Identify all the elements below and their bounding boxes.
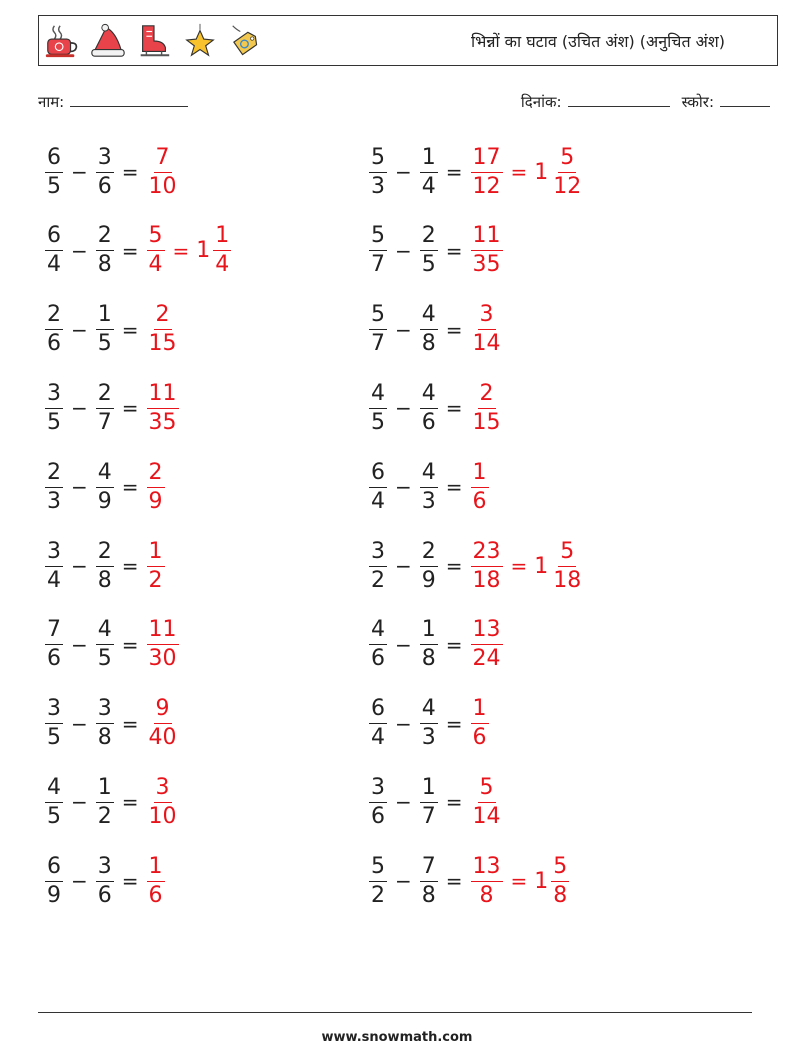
equals-sign: =: [121, 317, 139, 342]
denominator: 8: [421, 646, 436, 672]
equals-sign-answer: =: [510, 160, 528, 184]
problem-item: [366, 140, 586, 204]
numerator: 13: [471, 856, 503, 882]
denominator: 5: [421, 252, 436, 278]
numerator: 3: [96, 856, 114, 882]
denominator: 7: [371, 331, 385, 357]
answer-fraction: [471, 459, 489, 514]
score-label: स्कोर:: [681, 93, 714, 111]
problem-item: [42, 376, 182, 440]
mixed-whole: 1: [196, 238, 211, 264]
mixed-fraction: [551, 144, 583, 199]
denominator: 8: [97, 567, 112, 593]
equals-sign: =: [121, 632, 139, 657]
problem-item: [366, 692, 492, 756]
answer-fraction: [471, 380, 503, 435]
numerator: 4: [96, 462, 114, 488]
fraction-a: [45, 774, 63, 829]
numerator: 1: [96, 777, 114, 803]
page-title: भिन्नों का घटाव (उचित अंश) (अनुचित अंश): [470, 32, 725, 51]
mixed-fraction: [551, 538, 583, 593]
fraction-a: [45, 144, 63, 199]
numerator: 3: [96, 147, 114, 173]
minus-sign: −: [71, 554, 88, 578]
answer-fraction: [147, 225, 165, 276]
equals-sign-answer: =: [510, 869, 528, 894]
denominator: 12: [472, 173, 501, 199]
numerator: 5: [369, 856, 387, 882]
minus-sign: −: [395, 554, 412, 578]
name-blank[interactable]: [70, 94, 188, 107]
fraction-a: [369, 619, 387, 670]
answer-fraction: [147, 380, 179, 435]
problem-item: [42, 534, 168, 598]
denominator: 12: [553, 173, 582, 199]
denominator: 15: [472, 409, 501, 435]
fraction-a: [45, 225, 63, 276]
numerator: 1: [147, 541, 165, 567]
numerator: 5: [369, 304, 387, 330]
problem-item: [42, 298, 182, 362]
date-score-field: [521, 92, 770, 112]
fraction-b: [96, 225, 114, 276]
denominator: 6: [47, 646, 61, 672]
numerator: 6: [45, 225, 63, 251]
minus-sign: −: [395, 317, 412, 342]
numerator: 23: [471, 541, 503, 567]
numerator: 5: [369, 225, 387, 251]
fraction-b: [96, 619, 114, 670]
answer-fraction: [471, 774, 503, 829]
numerator: 2: [420, 225, 438, 251]
denominator: 15: [148, 331, 177, 357]
denominator: 4: [47, 567, 61, 593]
answer-fraction: [471, 853, 503, 908]
denominator: 8: [421, 882, 436, 908]
numerator: 4: [96, 619, 114, 645]
answer-fraction: [471, 144, 503, 199]
fraction-a: [369, 538, 387, 593]
denominator: 35: [148, 409, 177, 435]
answer-fraction: [471, 538, 503, 593]
fraction-a: [45, 304, 63, 355]
answer-fraction: [147, 538, 165, 593]
denominator: 14: [472, 331, 501, 357]
denominator: 5: [97, 331, 112, 357]
equals-sign: =: [121, 790, 139, 815]
minus-sign: −: [71, 632, 88, 657]
fraction-a: [45, 853, 63, 908]
numerator: 4: [369, 619, 387, 645]
minus-sign: −: [71, 869, 88, 894]
numerator: 3: [154, 777, 172, 803]
equals-sign-answer: =: [172, 238, 190, 263]
answer-fraction: [147, 459, 165, 514]
denominator: 3: [47, 488, 61, 514]
equals-sign-answer: =: [510, 554, 528, 578]
denominator: 8: [97, 252, 112, 278]
denominator: 7: [421, 803, 436, 829]
numerator: 2: [45, 304, 63, 330]
equals-sign: =: [121, 160, 139, 184]
equals-sign: =: [121, 238, 139, 263]
answer-fraction: [471, 225, 503, 276]
fraction-b: [420, 774, 438, 829]
fraction-b: [420, 380, 438, 435]
answer-fraction: [147, 853, 165, 908]
fraction-b: [420, 538, 438, 593]
equals-sign: =: [445, 554, 463, 578]
denominator: 9: [421, 567, 436, 593]
date-label: दिनांक:: [520, 93, 562, 111]
equals-sign: =: [445, 711, 463, 736]
denominator: 5: [47, 409, 61, 435]
denominator: 8: [553, 882, 568, 908]
denominator: 9: [97, 488, 112, 514]
numerator: 2: [96, 383, 114, 409]
denominator: 6: [371, 803, 385, 829]
numerator: 5: [147, 225, 165, 251]
numerator: 2: [420, 541, 438, 567]
numerator: 1: [471, 698, 489, 724]
minus-sign: −: [71, 475, 88, 500]
numerator: 2: [45, 462, 63, 488]
numerator: 5: [551, 856, 569, 882]
numerator: 1: [420, 777, 438, 803]
denominator: 6: [472, 488, 487, 514]
fraction-a: [45, 698, 63, 749]
numerator: 11: [147, 383, 179, 409]
numerator: 5: [369, 147, 387, 173]
fraction-a: [369, 698, 387, 749]
numerator: 2: [154, 304, 172, 330]
mixed-number-answer: [532, 853, 572, 908]
minus-sign: −: [71, 160, 88, 184]
numerator: 2: [96, 541, 114, 567]
denominator: 6: [421, 409, 436, 435]
minus-sign: −: [395, 632, 412, 657]
denominator: 4: [421, 173, 436, 199]
ice-skate-icon: [135, 22, 173, 60]
numerator: 11: [471, 225, 503, 251]
denominator: 5: [47, 803, 61, 829]
numerator: 1: [471, 462, 489, 488]
equals-sign: =: [445, 869, 463, 894]
numerator: 4: [369, 383, 387, 409]
denominator: 6: [148, 882, 163, 908]
denominator: 24: [472, 646, 501, 672]
problem-item: [42, 613, 182, 677]
denominator: 5: [371, 409, 385, 435]
fraction-a: [369, 380, 387, 435]
denominator: 35: [472, 252, 501, 278]
denominator: 6: [97, 173, 112, 199]
equals-sign: =: [445, 317, 463, 342]
denominator: 30: [148, 646, 177, 672]
equals-sign: =: [445, 160, 463, 184]
problem-item: [366, 534, 586, 598]
numerator: 1: [420, 619, 438, 645]
fraction-b: [420, 459, 438, 514]
minus-sign: −: [395, 869, 412, 894]
problem-item: [366, 219, 506, 283]
equals-sign: =: [445, 475, 463, 500]
date-blank[interactable]: [568, 94, 670, 107]
problem-item: [42, 849, 168, 913]
numerator: 5: [558, 541, 576, 567]
footer-url[interactable]: www.snowmath.com: [321, 1030, 473, 1045]
mixed-number-answer: [532, 144, 586, 199]
fraction-b: [420, 225, 438, 276]
mixed-fraction: [213, 225, 231, 276]
fraction-b: [420, 304, 438, 355]
problem-item: [42, 219, 234, 283]
mixed-whole: 1: [534, 868, 549, 894]
mixed-whole: 1: [534, 159, 549, 185]
numerator: 3: [45, 698, 63, 724]
fraction-a: [369, 774, 387, 829]
numerator: 5: [558, 147, 576, 173]
problem-item: [42, 140, 182, 204]
denominator: 6: [371, 646, 385, 672]
numerator: 5: [478, 777, 496, 803]
numerator: 9: [154, 698, 172, 724]
answer-fraction: [147, 698, 179, 749]
answer-fraction: [147, 774, 179, 829]
mixed-fraction: [551, 853, 569, 908]
fraction-b: [420, 144, 438, 199]
star-icon: [181, 22, 219, 60]
denominator: 8: [97, 725, 112, 751]
denominator: 7: [97, 409, 112, 435]
denominator: 4: [148, 252, 163, 278]
mixed-number-answer: [194, 225, 234, 276]
denominator: 5: [97, 646, 112, 672]
gift-tag-icon: [227, 22, 265, 60]
denominator: 3: [421, 725, 436, 751]
teacup-icon: [43, 22, 81, 60]
denominator: 2: [371, 882, 385, 908]
equals-sign: =: [445, 790, 463, 815]
numerator: 2: [96, 225, 114, 251]
minus-sign: −: [71, 790, 88, 815]
denominator: 6: [97, 882, 112, 908]
fraction-b: [96, 380, 114, 435]
name-label: नाम:: [38, 93, 65, 111]
numerator: 4: [45, 777, 63, 803]
fraction-a: [369, 225, 387, 276]
fraction-b: [96, 459, 114, 514]
answer-fraction: [471, 304, 503, 355]
numerator: 3: [45, 383, 63, 409]
numerator: 13: [471, 619, 503, 645]
denominator: 18: [472, 567, 501, 593]
denominator: 5: [47, 173, 61, 199]
numerator: 3: [478, 304, 496, 330]
score-blank[interactable]: [720, 94, 770, 107]
denominator: 3: [421, 488, 436, 514]
numerator: 2: [147, 462, 165, 488]
denominator: 6: [472, 725, 487, 751]
minus-sign: −: [395, 711, 412, 736]
problem-item: [42, 770, 182, 834]
fraction-a: [45, 380, 63, 435]
denominator: 14: [472, 803, 501, 829]
mixed-whole: 1: [534, 553, 549, 579]
denominator: 8: [479, 882, 494, 908]
answer-fraction: [471, 698, 489, 749]
denominator: 40: [148, 725, 177, 751]
minus-sign: −: [71, 711, 88, 736]
equals-sign: =: [121, 711, 139, 736]
minus-sign: −: [395, 790, 412, 815]
mixed-number-answer: [532, 538, 586, 593]
denominator: 6: [47, 331, 61, 357]
denominator: 4: [47, 252, 61, 278]
equals-sign: =: [121, 475, 139, 500]
numerator: 7: [45, 619, 63, 645]
fraction-b: [96, 144, 114, 199]
numerator: 7: [154, 147, 172, 173]
numerator: 3: [45, 541, 63, 567]
numerator: 3: [369, 777, 387, 803]
santa-hat-icon: [89, 22, 127, 60]
denominator: 2: [371, 567, 385, 593]
equals-sign: =: [445, 396, 463, 421]
fraction-b: [96, 774, 114, 829]
minus-sign: −: [395, 160, 412, 184]
fraction-b: [420, 853, 438, 908]
minus-sign: −: [71, 396, 88, 421]
problem-item: [366, 455, 492, 519]
denominator: 4: [215, 252, 230, 278]
numerator: 1: [147, 856, 165, 882]
denominator: 5: [47, 725, 61, 751]
numerator: 3: [96, 698, 114, 724]
fraction-b: [96, 698, 114, 749]
numerator: 6: [45, 147, 63, 173]
numerator: 4: [420, 383, 438, 409]
denominator: 2: [148, 567, 163, 593]
numerator: 11: [147, 619, 179, 645]
numerator: 17: [471, 147, 503, 173]
fraction-b: [420, 619, 438, 670]
fraction-a: [45, 619, 63, 670]
equals-sign: =: [121, 554, 139, 578]
equals-sign: =: [445, 632, 463, 657]
fraction-b: [96, 538, 114, 593]
denominator: 9: [47, 882, 61, 908]
fraction-a: [45, 538, 63, 593]
footer-divider: [38, 1012, 752, 1013]
minus-sign: −: [395, 475, 412, 500]
numerator: 6: [369, 698, 387, 724]
denominator: 2: [97, 803, 112, 829]
denominator: 7: [371, 252, 385, 278]
numerator: 1: [420, 147, 438, 173]
denominator: 9: [148, 488, 163, 514]
numerator: 4: [420, 462, 438, 488]
fraction-a: [369, 144, 387, 199]
fraction-a: [369, 459, 387, 514]
answer-fraction: [147, 144, 179, 199]
denominator: 3: [371, 173, 385, 199]
header-icons: [43, 21, 265, 61]
denominator: 10: [148, 173, 177, 199]
numerator: 4: [420, 698, 438, 724]
denominator: 4: [371, 488, 385, 514]
numerator: 3: [369, 541, 387, 567]
numerator: 6: [45, 856, 63, 882]
fraction-b: [420, 698, 438, 749]
fraction-a: [45, 459, 63, 514]
header-box: [38, 15, 778, 66]
numerator: 2: [478, 383, 496, 409]
equals-sign: =: [121, 396, 139, 421]
equals-sign: =: [121, 869, 139, 894]
answer-fraction: [471, 619, 503, 670]
problem-item: [366, 849, 572, 913]
denominator: 8: [421, 331, 436, 357]
equals-sign: =: [445, 238, 463, 263]
answer-fraction: [147, 304, 179, 355]
problem-item: [366, 298, 506, 362]
numerator: 1: [213, 225, 231, 251]
fraction-a: [369, 304, 387, 355]
minus-sign: −: [395, 238, 412, 263]
denominator: 4: [371, 725, 385, 751]
denominator: 18: [553, 567, 582, 593]
fraction-a: [369, 853, 387, 908]
denominator: 10: [148, 803, 177, 829]
fraction-b: [96, 853, 114, 908]
numerator: 4: [420, 304, 438, 330]
minus-sign: −: [395, 396, 412, 421]
numerator: 7: [420, 856, 438, 882]
problem-item: [42, 455, 168, 519]
numerator: 1: [96, 304, 114, 330]
answer-fraction: [147, 619, 179, 670]
minus-sign: −: [71, 238, 88, 263]
problem-item: [366, 376, 506, 440]
fraction-b: [96, 304, 114, 355]
problem-item: [42, 692, 182, 756]
numerator: 6: [369, 462, 387, 488]
problem-item: [366, 613, 506, 677]
minus-sign: −: [71, 317, 88, 342]
name-field: [38, 92, 188, 112]
problem-item: [366, 770, 506, 834]
